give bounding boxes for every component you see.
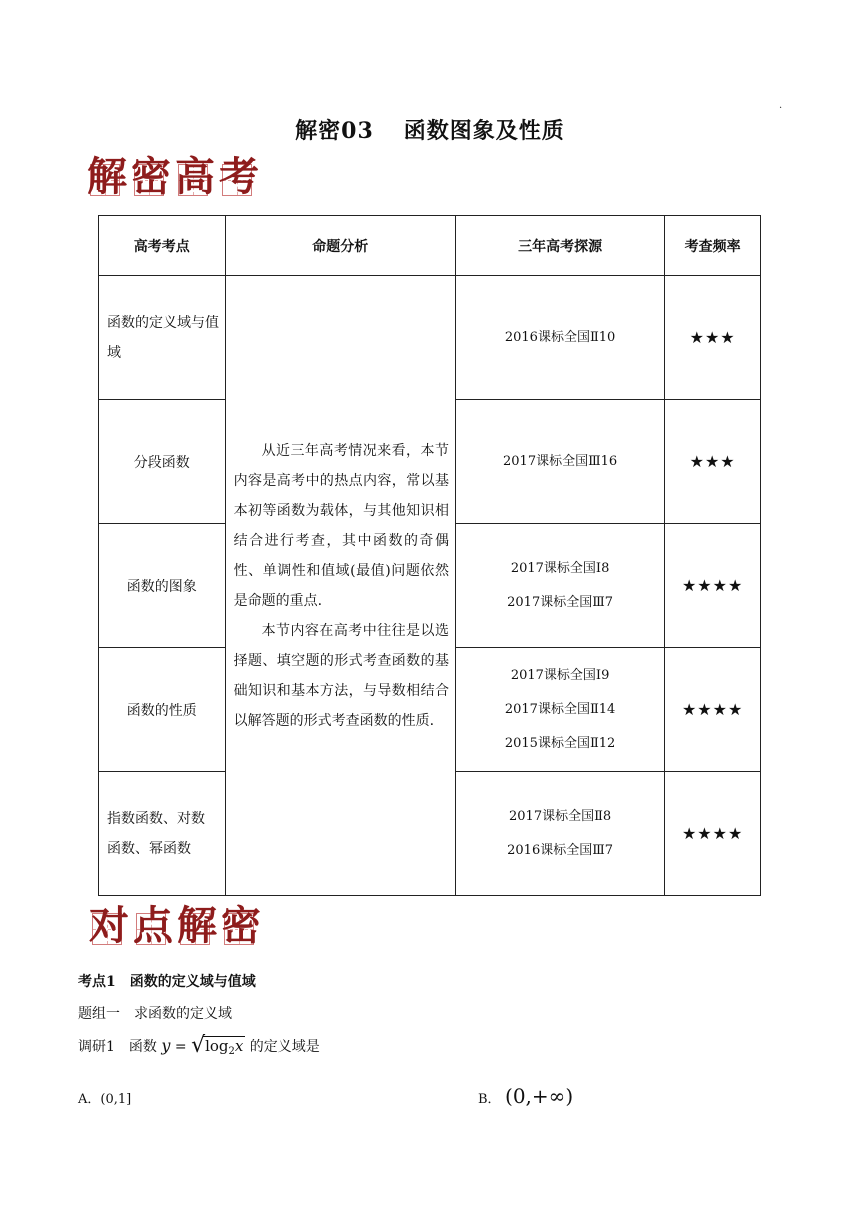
- section-heading: 考点1 函数的定义域与值域: [78, 974, 256, 990]
- cell-point: 函数的定义域与值域: [99, 276, 226, 400]
- cell-frequency: ★★★: [665, 276, 761, 400]
- analysis-paragraph-1: 从近三年高考情况来看，本节内容是高考中的热点内容，常以基本初等函数为载体，与其他知识相结合进行考查，其中函数的奇偶性、单调性和值域(最值)问题依然是命题的重点.: [233, 442, 449, 609]
- cell-source: 2017课标全国Ⅰ8 2017课标全国Ⅲ7: [455, 524, 664, 648]
- cell-point: 分段函数: [99, 400, 226, 524]
- cell-source: 2017课标全国Ⅲ16: [455, 400, 664, 524]
- cell-point: 函数的性质: [99, 648, 226, 772]
- banner-char: 点: [133, 902, 173, 949]
- cell-source: 2016课标全国Ⅱ10: [455, 276, 664, 400]
- banner-char: 高: [175, 153, 215, 200]
- sqrt-expression: √ $\log_2x$: [191, 1033, 244, 1058]
- banner-duidian-jiemi: [88, 902, 264, 949]
- banner-char: 对: [89, 902, 129, 949]
- option-b[interactable]: [478, 1084, 573, 1108]
- header-frequency: 考查频率: [665, 216, 761, 276]
- cell-analysis: [225, 276, 455, 896]
- banner-char: 解: [177, 902, 217, 949]
- function-variable: y: [161, 1036, 171, 1055]
- option-b-value: (0,+∞): [505, 1084, 574, 1108]
- cell-source: 2017课标全国Ⅱ8 2016课标全国Ⅲ7: [455, 772, 664, 896]
- cell-point: 指数函数、对数 函数、幂函数: [99, 772, 226, 896]
- page-title: [0, 114, 860, 145]
- question-stem: [78, 1033, 320, 1058]
- banner-char: 解: [87, 153, 127, 200]
- banner-char: 密: [131, 153, 171, 200]
- banner-jiemi-gaokao: [86, 153, 262, 200]
- header-source: 三年高考探源: [455, 216, 664, 276]
- cell-frequency: ★★★★: [665, 524, 761, 648]
- page-title-code: 解密03: [295, 118, 374, 144]
- exam-analysis-table: [98, 215, 761, 896]
- table-header-row: [99, 216, 761, 276]
- question-prefix: 调研1 函数: [78, 1039, 157, 1055]
- banner-char: 密: [221, 902, 261, 949]
- equals-sign: =: [170, 1039, 192, 1055]
- question-group-heading: 题组一 求函数的定义域: [78, 1006, 232, 1022]
- cell-point: 函数的图象: [99, 524, 226, 648]
- question-suffix: 的定义域是: [245, 1039, 320, 1055]
- cell-frequency: ★★★★: [665, 648, 761, 772]
- header-point: 高考考点: [99, 216, 226, 276]
- page-title-topic: 函数图象及性质: [403, 118, 565, 144]
- header-analysis: 命题分析: [225, 216, 455, 276]
- banner-char: 考: [219, 153, 259, 200]
- cell-frequency: ★★★: [665, 400, 761, 524]
- corner-dot: .: [779, 100, 783, 111]
- option-b-label: B．: [478, 1092, 501, 1107]
- cell-frequency: ★★★★: [665, 772, 761, 896]
- cell-source: 2017课标全国Ⅰ9 2017课标全国Ⅱ14 2015课标全国Ⅱ12: [455, 648, 664, 772]
- analysis-paragraph-2: 本节内容在高考中往往是以选择题、填空题的形式考查函数的基础知识和基本方法，与导数相结合以解答题的形式考查函数的性质.: [233, 622, 449, 729]
- option-a[interactable]: A．(0,1]: [78, 1092, 132, 1107]
- table-row: [99, 276, 761, 400]
